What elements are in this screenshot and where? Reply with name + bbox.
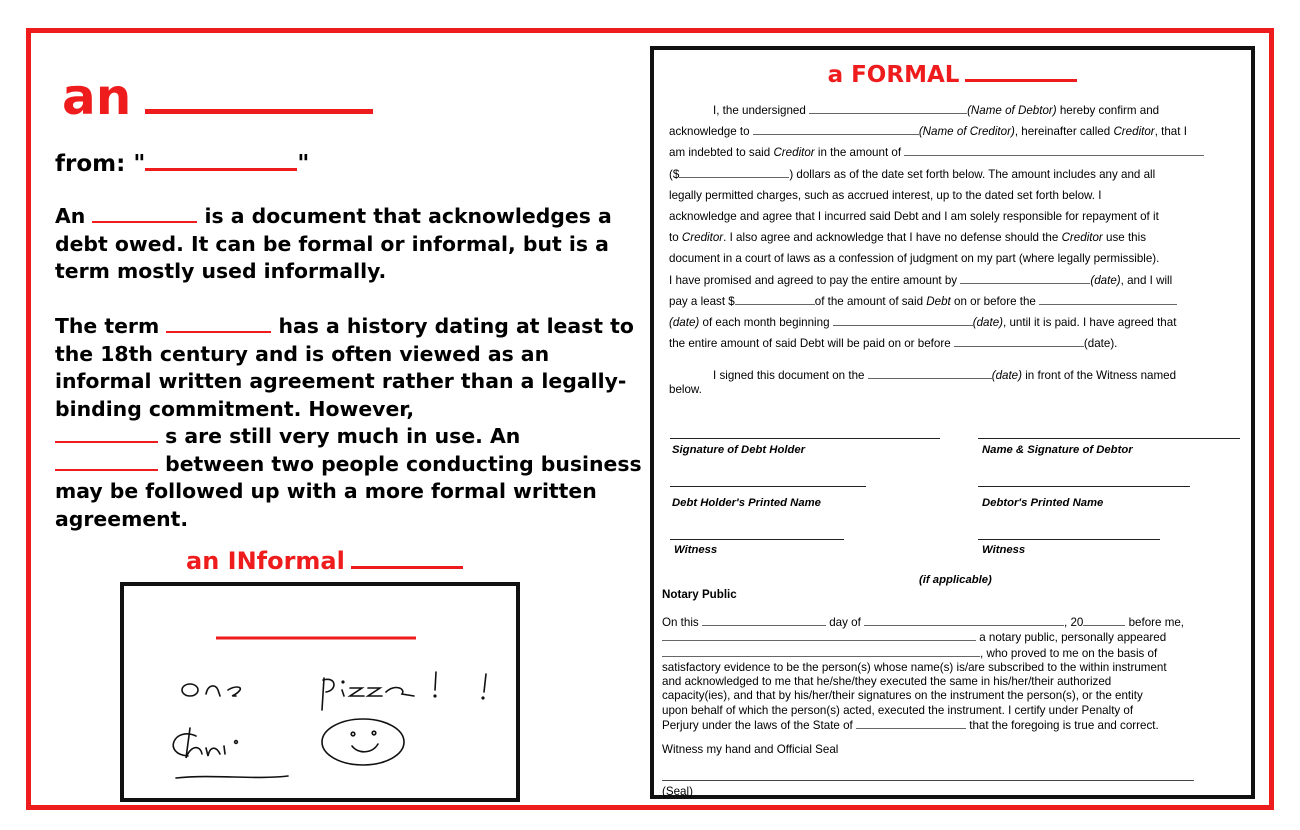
seal-label: (Seal) [662, 785, 693, 798]
start-date-field[interactable] [833, 315, 973, 326]
form-title-blank [965, 62, 1077, 82]
informal-note-image [120, 582, 520, 802]
debt-holder-signature-line[interactable] [670, 438, 940, 439]
witness-seal-text: Witness my hand and Official Seal [662, 743, 839, 756]
debt-holder-name-label: Debt Holder's Printed Name [672, 497, 821, 509]
creditor-name-field[interactable] [753, 124, 919, 135]
notary-name-field[interactable] [662, 630, 976, 641]
notary-paragraph: On this day of , 20 before me, a notary public, personally appeared , who proved to me on the basis of satisfactory evidence to be the person(s) whose name(s) is/are subscribed to the within instrument and acknowledged to me that he/she/they executed the same in his/her/their authorized capacity(ies), and that by his/her/their signatures on the instrument the person(s), or the entity upon behalf of which the person(s) acted, executed the instrument. I certify under Penalty of Perjury under the laws of the State of that the foregoing is true and correct. [662, 616, 1185, 733]
blank [55, 453, 158, 471]
blank [92, 205, 197, 223]
amount-field[interactable] [679, 167, 789, 178]
blank [55, 425, 158, 443]
handwriting-signature [173, 719, 404, 778]
final-date-field[interactable] [954, 336, 1084, 347]
definition-paragraph: An is a document that acknowledges a debt owed. It can be formal or informal, but is a term mostly used informally. [55, 204, 612, 283]
from-line: from: " " [55, 151, 310, 177]
left-title: an [62, 64, 373, 127]
notary-month-field[interactable] [864, 615, 1064, 626]
if-applicable-label: (if applicable) [919, 574, 992, 586]
signing-date-field[interactable] [868, 368, 992, 379]
debt-holder-signature-label: Signature of Debt Holder [672, 444, 806, 456]
monthly-day-field[interactable] [1039, 294, 1177, 305]
debtor-name-line[interactable] [978, 486, 1190, 487]
debtor-signature-line[interactable] [978, 438, 1240, 439]
history-paragraph: The term has a history dating at least to the 18th century and is often viewed as an informal written agreement rather than a legally-binding commitment. However, s are still very much in use. An between two people conducting business may be followed up with a more formal written agreement. [55, 314, 642, 531]
acknowledgement-paragraph: I, the undersigned (Name of Debtor) hereby confirm and acknowledge to (Name of Creditor), hereinafter called Creditor, that I am indebted to said Creditor in the amount of ($ ) dollars as of the date set forth below. The amount includes any and all legally permitted charges, such as accrued interest, up to the dated set forth below. I acknowledge and agree that I incurred said Debt and I am solely responsible for repayment of it to Creditor. I also agree and acknowledge that I have no defense should the Creditor use this document in a court of laws as a confession of judgment on my part (where legally permissible). I have promised and agreed to pay the entire amount by (date), and I will pay a least $ of the amount of said Debt on or before the (date) of each month beginning (date), until it is paid. I have agreed that the entire amount of said Debt will be paid on or before (date). [669, 100, 1244, 354]
witness-2-line[interactable] [978, 539, 1160, 540]
state-field[interactable] [856, 718, 966, 729]
witness-2-label: Witness [982, 544, 1026, 556]
amount-words-field[interactable] [904, 145, 1204, 156]
blank [166, 315, 271, 333]
form-title: a FORMAL [654, 60, 1251, 90]
signing-paragraph: I signed this document on the (date) in front of the Witness named below. [669, 369, 1177, 396]
from-blank [145, 149, 297, 171]
informal-title: an INformal [186, 545, 463, 577]
witness-1-line[interactable] [670, 539, 844, 540]
debt-holder-name-line[interactable] [670, 486, 866, 487]
appeared-name-field[interactable] [662, 646, 980, 657]
title-blank [145, 64, 373, 114]
handwriting-one-pizza [182, 672, 486, 710]
informal-blank [351, 547, 463, 569]
installment-field[interactable] [735, 294, 815, 305]
notary-signature-line[interactable] [662, 780, 1194, 781]
formal-iou-form [650, 46, 1255, 799]
full-payment-date-field[interactable] [960, 273, 1090, 284]
notary-day-field[interactable] [702, 615, 826, 626]
notary-title: Notary Public [662, 588, 737, 601]
witness-1-label: Witness [674, 544, 718, 556]
handwritten-note [124, 586, 516, 798]
notary-year-field[interactable] [1083, 615, 1125, 626]
debtor-name-field[interactable] [809, 103, 967, 114]
debtor-signature-label: Name & Signature of Debtor [982, 444, 1133, 456]
debtor-name-label: Debtor's Printed Name [982, 497, 1104, 509]
